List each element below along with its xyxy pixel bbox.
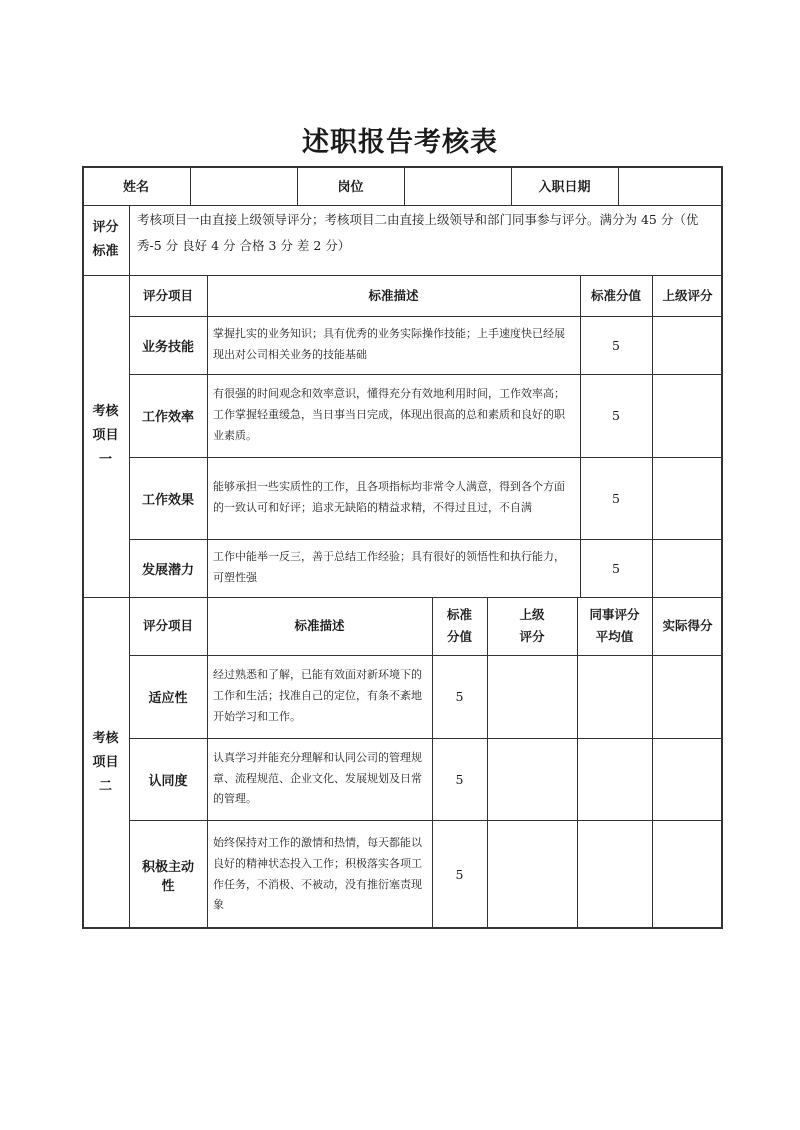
s2-row-desc: 始终保持对工作的激情和热情，每天都能以良好的精神状态投入工作；积极落实各项工作任务，不消极、不被动，没有推衍塞责现象 (213, 835, 422, 912)
s1-row-desc: 能够承担一些实质性的工作，且各项指标均非常令人满意，得到各个方面的一致认可和好评；追求无缺陷的精益求精，不得过且过，不自满 (213, 480, 565, 514)
s2-col-peer-line2: 平均值 (595, 629, 634, 644)
s2-col-supervisor-line2: 评分 (519, 629, 545, 644)
s1-row-score: 5 (612, 337, 620, 353)
s2-col-desc-header: 标准描述 (294, 618, 345, 634)
page-title: 述职报告考核表 (302, 127, 498, 158)
criteria-text: 考核项目一由直接上级领导评分；考核项目二由直接上级领导和部门同事参与评分。满分为 45 分（优秀-5 分 良好 4 分 合格 3 分 差 2 分） (137, 212, 699, 253)
s2-col-score-line1: 标准 (446, 607, 472, 623)
s2-row-item: 适应性 (148, 691, 188, 706)
s1-row-item: 发展潜力 (141, 562, 194, 578)
s2-row-desc: 经过熟悉和了解，已能有效面对新环境下的工作和生活；找准自己的定位，有条不紊地开始学习和工作。 (213, 668, 422, 723)
s1-row-score: 5 (612, 490, 620, 506)
section1-label-line2: 项目 (92, 427, 119, 443)
position-label: 岗位 (337, 180, 364, 195)
table-border (82, 166, 723, 929)
s2-row-desc: 认真学习并能充分理解和认同公司的管理规章、流程规范、企业文化、发展规划及日常的管理。 (213, 750, 422, 806)
s2-col-actual-header: 实际得分 (662, 618, 713, 634)
s1-row-score: 5 (612, 560, 620, 576)
s2-row-score: 5 (455, 771, 464, 787)
s1-row-item: 工作效率 (141, 410, 194, 425)
assessment-table (82, 166, 723, 929)
s1-row-desc: 有很强的时间观念和效率意识，懂得充分有效地利用时间，工作效率高；工作掌握轻重缓急，当日事当日完成，体现出很高的总和素质和良好的职业素质。 (213, 387, 565, 442)
section2-label-line3: 二 (98, 779, 112, 795)
name-label: 姓名 (122, 180, 149, 195)
s1-col-rating-header: 上级评分 (662, 287, 713, 303)
s1-row-item: 业务技能 (141, 339, 194, 355)
s1-row-item: 工作效果 (141, 492, 194, 508)
s1-col-item-header: 评分项目 (142, 287, 193, 303)
section1-label-line1: 考核 (92, 403, 119, 419)
s2-col-score-line2: 分值 (446, 629, 472, 644)
section1-label-line3: 一 (98, 452, 112, 468)
hire-date-label: 入职日期 (538, 180, 591, 195)
s1-row-desc: 掌握扎实的业务知识；具有优秀的业务实际操作技能；上手速度快已经展现出对公司相关业务的技能基础 (213, 327, 565, 361)
s1-row-desc: 工作中能举一反三，善于总结工作经验；具有很好的领悟性和执行能力，可塑性强 (213, 550, 565, 584)
criteria-label-line2: 标准 (92, 244, 119, 259)
s2-row-item: 认同度 (148, 773, 188, 789)
s1-col-score-header: 标准分值 (590, 287, 641, 303)
s1-row-score: 5 (612, 408, 620, 423)
section2-label-line1: 考核 (92, 730, 119, 746)
section2-label-line2: 项目 (92, 754, 119, 770)
s2-row-score: 5 (455, 689, 464, 704)
criteria-label-line1: 评分 (92, 219, 119, 235)
s2-col-item-header: 评分项目 (142, 618, 193, 634)
s2-row-item-line2: 性 (161, 878, 175, 894)
s1-col-desc-header: 标准描述 (368, 287, 419, 303)
s2-row-item-line1: 积极主动 (141, 859, 194, 875)
s2-col-peer-line1: 同事评分 (589, 607, 640, 623)
s2-col-supervisor-line1: 上级 (519, 607, 545, 623)
s2-row-score: 5 (455, 867, 464, 882)
